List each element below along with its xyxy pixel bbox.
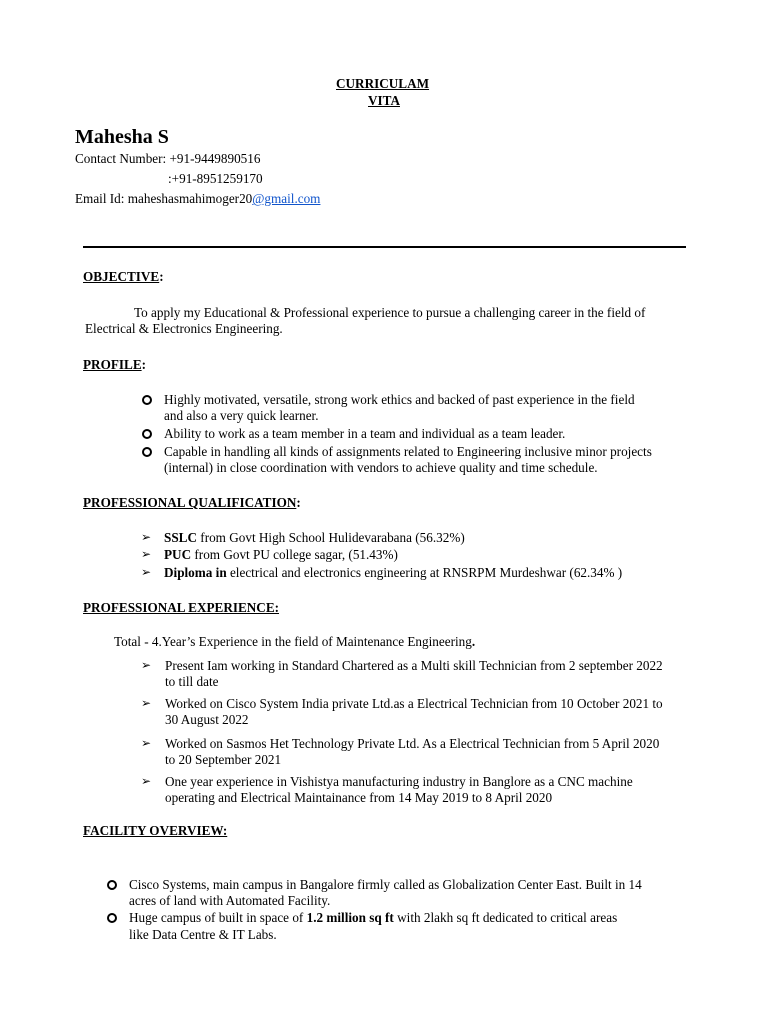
qualification-item-text: electrical and electronics engineering at RNSRPM Murdeshwar (62.34% ): [226, 565, 623, 580]
profile-item: Ability to work as a team member in a team and individual as a team leader.: [164, 426, 566, 441]
experience-item-cont: to till date: [165, 674, 219, 689]
email-line: [75, 191, 320, 207]
experience-item: Worked on Sasmos Het Technology Private Ltd. As a Electrical Technician from 5 April 2020: [165, 736, 660, 751]
arrow-bullet-icon: ➢: [141, 774, 152, 788]
profile-item: Capable in handling all kinds of assignments related to Engineering inclusive minor projects: [164, 444, 652, 459]
facility-item-text-end: with 2lakh sq ft dedicated to critical areas: [393, 910, 618, 925]
objective-text-line2: Electrical & Electronics Engineering.: [85, 321, 283, 336]
profile-item: Highly motivated, versatile, strong work ethics and backed of past experience in the field: [164, 392, 635, 407]
qualification-item-text: from Govt PU college sagar, (51.43%): [191, 547, 398, 562]
qualification-item: [164, 564, 622, 581]
profile-item-cont: and also a very quick learner.: [164, 408, 319, 423]
arrow-bullet-icon: ➢: [141, 565, 152, 579]
circle-bullet-icon: [142, 447, 152, 457]
qualification-item-text: from Govt High School Hulidevarabana (56.32%): [197, 530, 465, 545]
experience-item-cont: 30 August 2022: [165, 712, 249, 727]
experience-item: One year experience in Vishistya manufacturing industry in Banglore as a CNC machine: [165, 774, 633, 789]
arrow-bullet-icon: ➢: [141, 696, 152, 710]
document-title-line1: CURRICULAM: [336, 76, 430, 91]
facility-item-cont: acres of land with Automated Facility.: [129, 893, 331, 908]
email-link[interactable]: @gmail.com: [252, 191, 321, 206]
objective-heading-label: OBJECTIVE: [83, 269, 160, 284]
arrow-bullet-icon: ➢: [141, 547, 152, 561]
facility-item-text: Huge campus of built in space of: [129, 910, 307, 925]
contact-number: Contact Number: +91-9449890516: [75, 151, 261, 166]
qualification-item: [164, 529, 465, 546]
objective-text-line1: To apply my Educational & Professional experience to pursue a challenging career in the field of: [134, 305, 646, 320]
qualification-item-bold: SSLC: [164, 530, 197, 545]
document-title-line2: VITA: [368, 93, 400, 108]
objective-colon: :: [159, 269, 164, 284]
experience-total-period: .: [471, 634, 476, 649]
qualification-item-bold: Diploma in: [164, 565, 227, 580]
facility-heading: FACILITY OVERVIEW:: [83, 823, 228, 838]
experience-item: Present Iam working in Standard Chartered as a Multi skill Technician from 2 september 2022: [165, 658, 663, 673]
circle-bullet-icon: [142, 429, 152, 439]
qualification-heading-label: PROFESSIONAL QUALIFICATION: [83, 495, 297, 510]
experience-total: [114, 634, 475, 650]
facility-item: Cisco Systems, main campus in Bangalore firmly called as Globalization Center East. Built in 14: [129, 877, 642, 892]
qualification-item: [164, 546, 398, 563]
profile-colon: :: [141, 357, 147, 372]
arrow-bullet-icon: ➢: [141, 658, 152, 672]
experience-item-cont: to 20 September 2021: [165, 752, 282, 767]
arrow-bullet-icon: ➢: [141, 736, 152, 750]
circle-bullet-icon: [107, 913, 117, 923]
qualification-heading: [83, 495, 301, 511]
profile-heading-label: PROFILE: [83, 357, 142, 372]
facility-item-cont: like Data Centre & IT Labs.: [129, 927, 277, 942]
email-prefix: Email Id: maheshasmahimoger20: [75, 191, 253, 206]
facility-item: [129, 909, 617, 926]
circle-bullet-icon: [107, 880, 117, 890]
experience-total-text: Total - 4.Year’s Experience in the field of Maintenance Engineering: [114, 634, 472, 649]
candidate-name: Mahesha S: [75, 126, 169, 148]
qualification-item-bold: PUC: [164, 547, 192, 562]
arrow-bullet-icon: ➢: [141, 530, 152, 544]
qualification-colon: :: [296, 495, 301, 510]
profile-heading: [83, 357, 146, 373]
profile-item-cont: (internal) in close coordination with vendors to achieve quality and time schedule.: [164, 460, 598, 475]
experience-item-cont: operating and Electrical Maintainance from 14 May 2019 to 8 April 2020: [165, 790, 553, 805]
experience-item: Worked on Cisco System India private Ltd.as a Electrical Technician from 10 October 2021 to: [165, 696, 663, 711]
experience-heading: PROFESSIONAL EXPERIENCE:: [83, 600, 280, 615]
objective-heading: [83, 269, 164, 285]
contact-number-2: :+91-8951259170: [168, 171, 263, 186]
circle-bullet-icon: [142, 395, 152, 405]
header-divider: [83, 246, 686, 248]
facility-item-bold: 1.2 million sq ft: [306, 910, 394, 925]
